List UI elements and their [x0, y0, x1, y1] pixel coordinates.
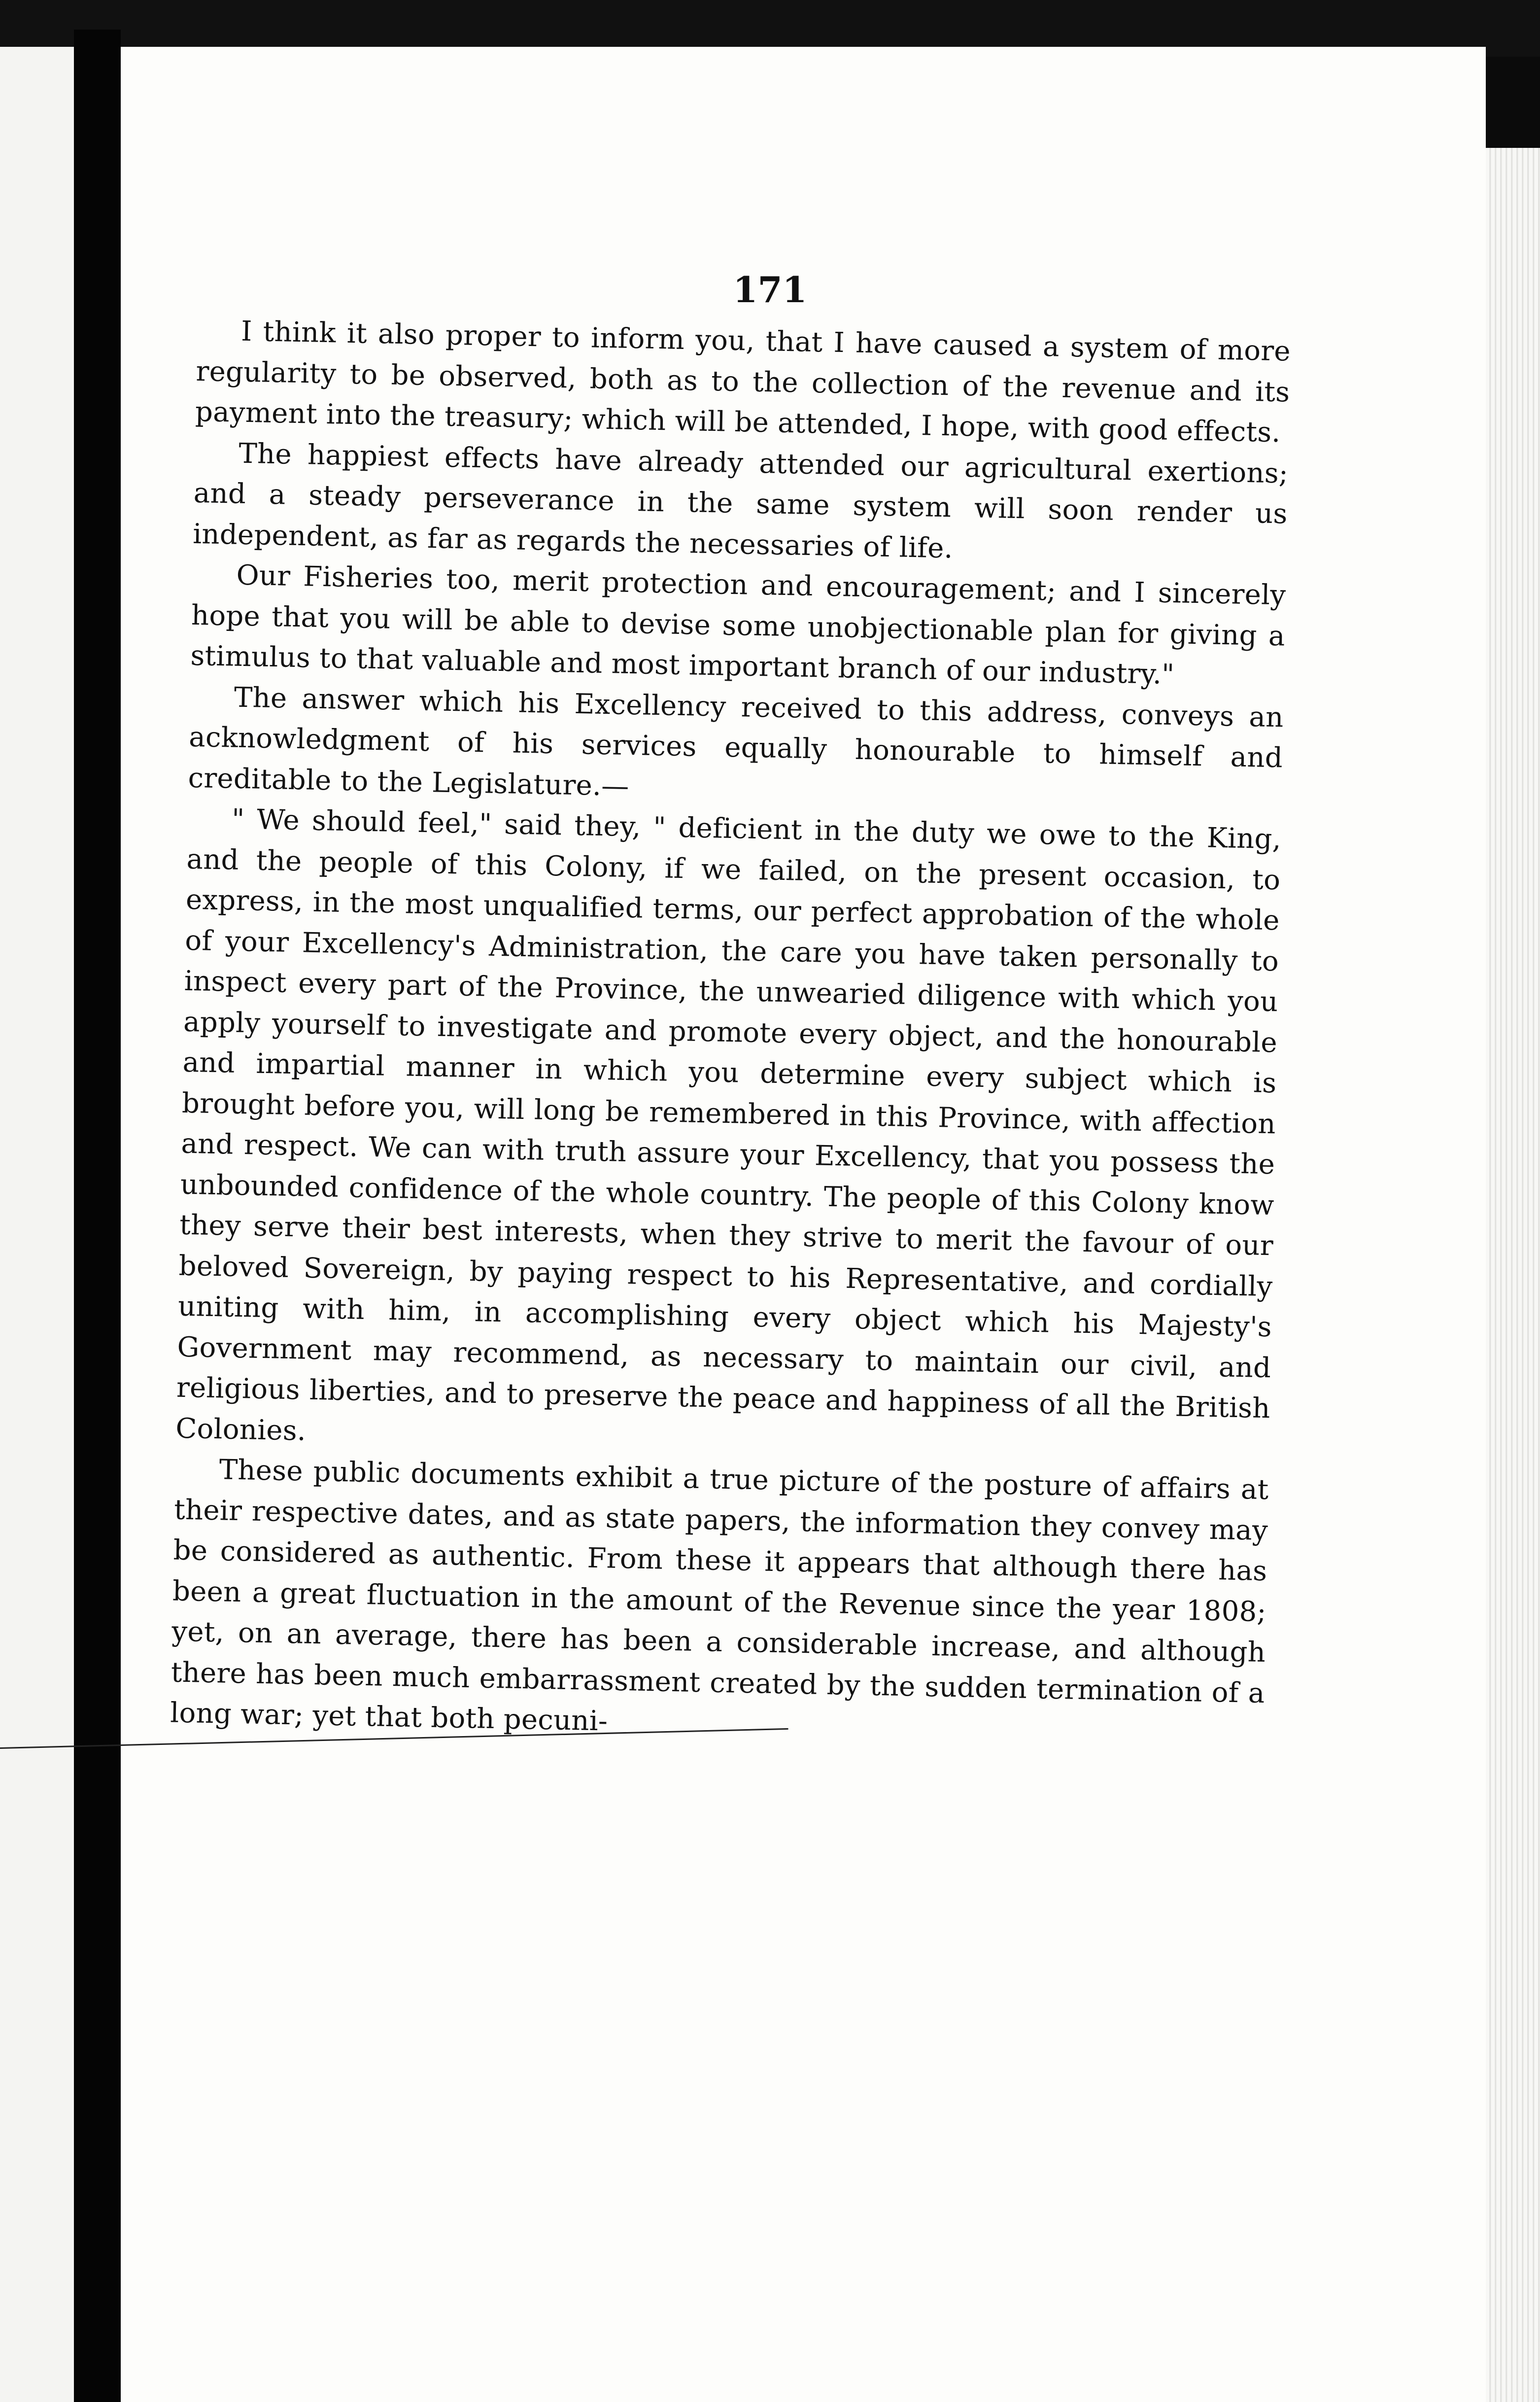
paragraph-answer-intro: The answer which his Excellency received to this address, conveys an acknowledgment of his services equally honourable to himself and creditable to the Legislature.— [188, 681, 1284, 802]
paragraph-legislature-reply: " We should feel," said they, " deficient in the duty we owe to the King, and the people of this Colony, if we failed, on the present occasion, to express, in the most unqualified terms, our perfect approbation of the whole of your Excellency's Administration, the care you have taken personally to inspect every part of the Province, the unwearied diligence with which you apply yourself to investigate and promote every object, and the honourable and impartial manner in which you determine every subject which is brought before you, will long be remembered in this Province, with affection and respect. We can with truth assure your Excellency, that you possess the unbounded confidence of the whole country. The people of this Colony know they serve their best interests, when they strive to merit the favour of our beloved Sovereign, by paying respect to his Representative, and cordially uniting with him, in accomplishing every object which his Majesty's Government may recommend, as necessary to maintain our civil, and religious liberties, and to preserve the peace and happiness of all the British Colonies. [175, 803, 1282, 1447]
paragraph-public-documents: These public documents exhibit a true picture of the posture of affairs at their respective dates, and as state papers, the information they convey may be considered as authentic. From these it appears that although there has been a great fluctuation in the amount of the Revenue since the year 1808; yet, on an average, there has been a considerable increase, and although there has been much embarrassment created by the sudden termination of a long war; yet that both pecuni- [170, 1454, 1269, 1738]
page-body [170, 311, 1291, 1755]
facing-page-edge [0, 47, 74, 2402]
binding-gutter [74, 30, 121, 2402]
page-stack-edge [1486, 148, 1540, 2402]
page-number: 171 [733, 269, 807, 311]
paragraph-agriculture: The happiest effects have already attended our agricultural exertions; and a steady perseverance in the same system will soon render us independent, as far as regards the necessaries of life. [192, 437, 1289, 565]
paragraph-fisheries: Our Fisheries too, merit protection and encouragement; and I sincerely hope that you will be able to devise some unobjectionable plan for giving a stimulus to that valuable and most important branch of our industry." [190, 559, 1286, 691]
paragraph-revenue-system: I think it also proper to inform you, that I have caused a system of more regularity to be observed, both as to the collection of the revenue and its payment into the treasury; which will be attended, I hope, with good effects. [195, 315, 1291, 449]
